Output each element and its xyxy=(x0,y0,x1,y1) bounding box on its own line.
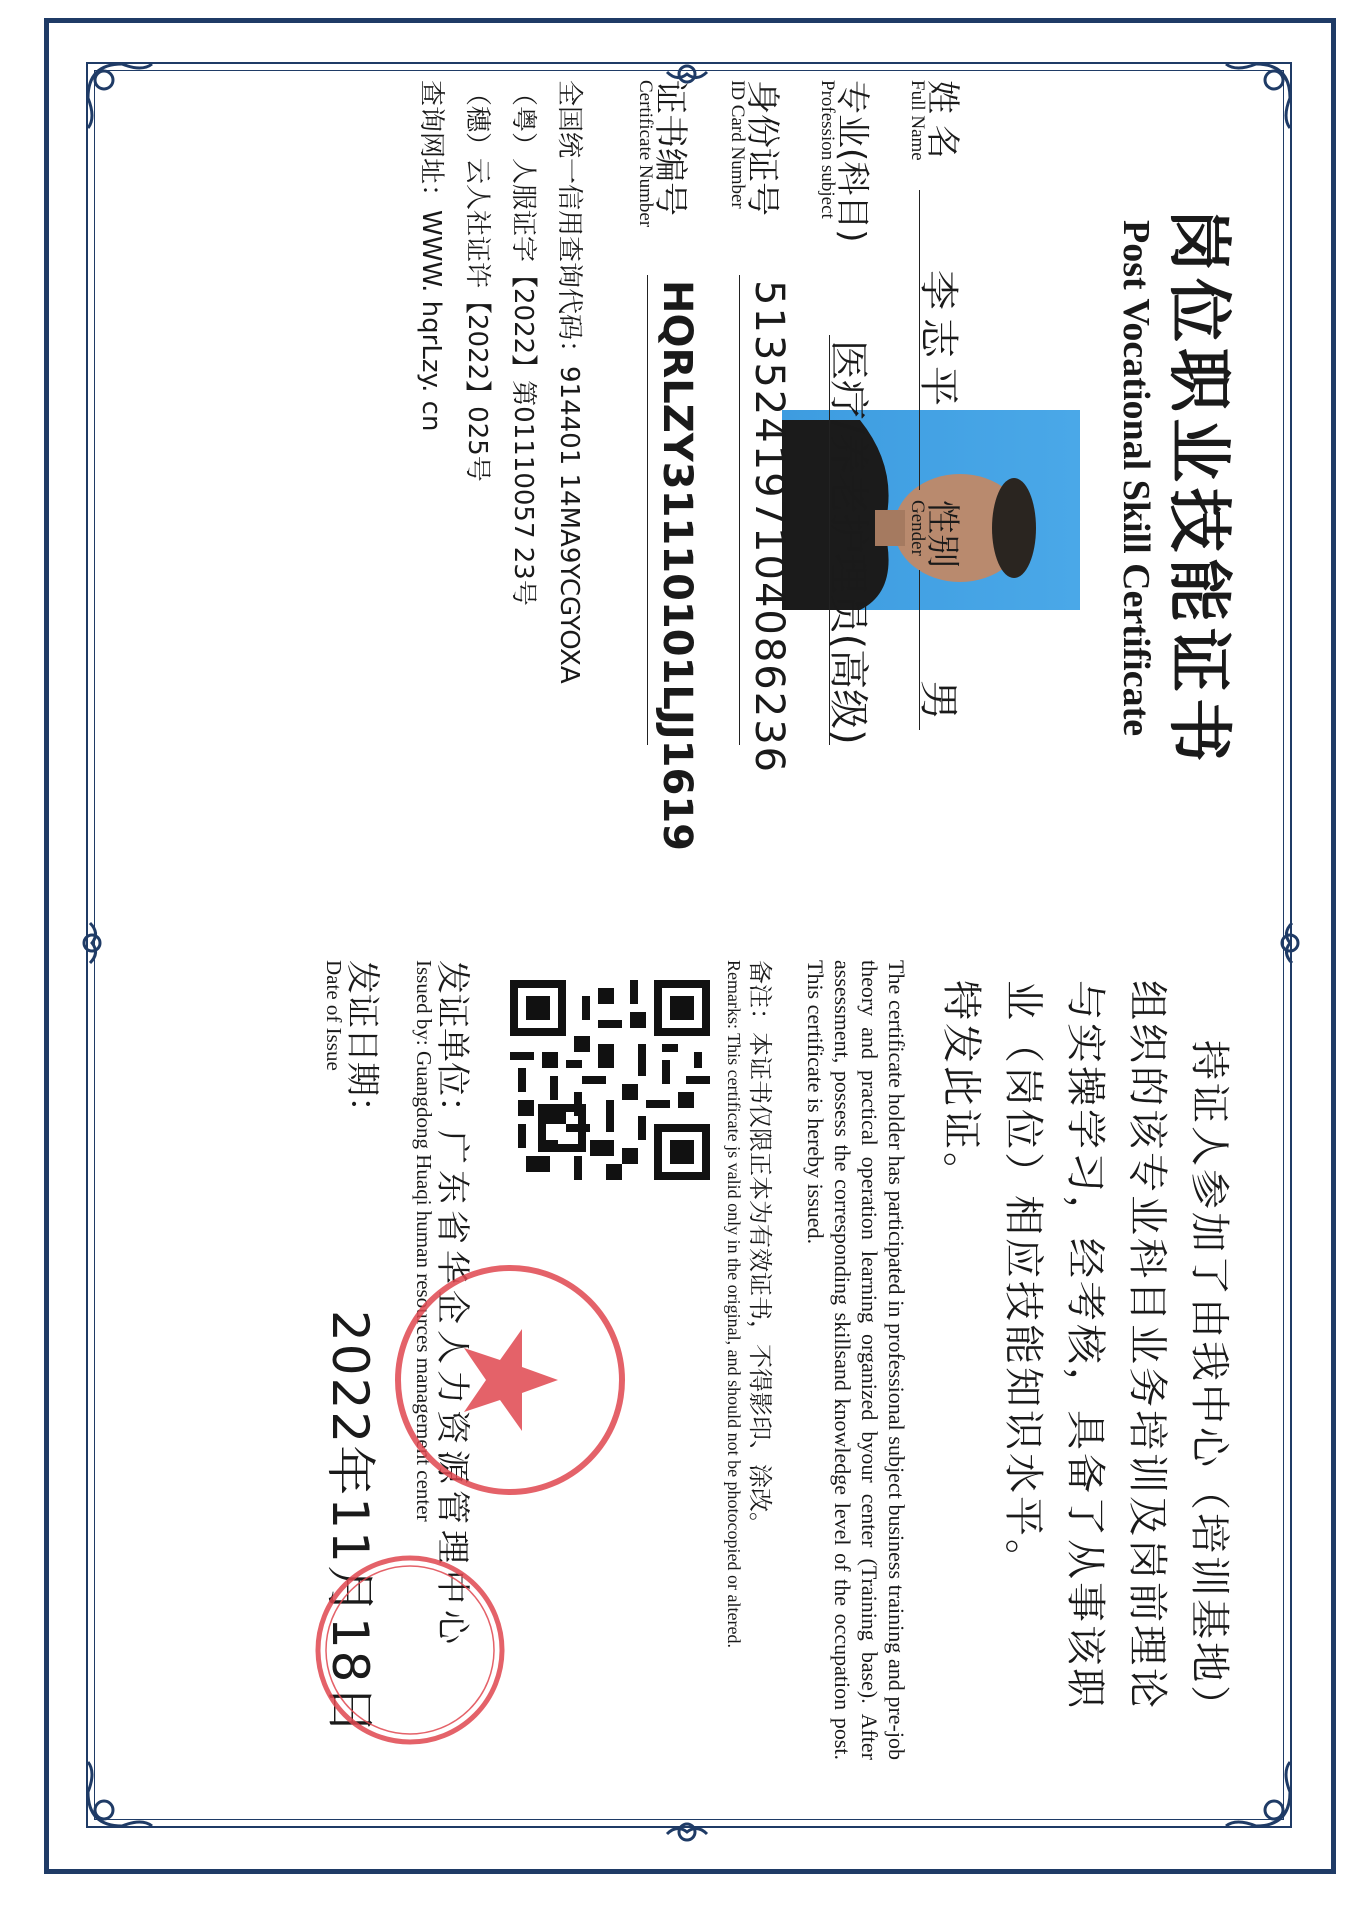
gender-label-en: Gender xyxy=(907,500,928,556)
body-line: 组织的该专业科目业务培训及岗前理论 xyxy=(1124,980,1170,1711)
issuer-value: 广东省华企人力资源管理中心 xyxy=(432,1130,472,1650)
license-line-2: （穗）云人社证许【2022】025号 xyxy=(462,80,492,482)
official-seal-2 xyxy=(310,1550,510,1750)
name-value: 李志平 xyxy=(915,270,961,414)
body-text-cn xyxy=(930,980,1240,1780)
issue-date-value: 2022年11月18日 xyxy=(321,1310,379,1737)
issue-date-label: 发证日期： xyxy=(342,960,382,1130)
cert-number-label: 证书编号 xyxy=(650,80,690,216)
body-line: 与实操学习，经考核，具备了从事该职 xyxy=(1062,980,1108,1711)
remark-en: Remarks: This certificate js valid only in the original, and should not be photocopied or altered. xyxy=(724,960,744,1648)
issuer-label-text: 发证单位： xyxy=(432,960,472,1130)
cert-number-value: HQRLZY31110101LJJ1619 xyxy=(654,280,700,851)
issuer-value-en: Guangdong Huaqi human resources management center xyxy=(412,1051,436,1522)
certificate-title: 岗位职业技能证书 xyxy=(1161,208,1235,768)
body-line: 持证人参加了由我中心（培训基地） xyxy=(1186,1040,1232,1728)
remark-cn: 备注：本证书仅限正本为有效证书，不得影印、涂改。 xyxy=(746,960,774,1536)
issue-date-label-en: Date of Issue xyxy=(322,960,346,1071)
certificate-title-en: Post Vocational Skill Certificate xyxy=(1115,220,1157,737)
body-line: 特发此证。 xyxy=(938,980,984,1195)
website-line: 查询网址：WWW. hqrLzy. cn xyxy=(416,80,446,432)
name-label-en: Full Name xyxy=(907,80,928,161)
gender-underline xyxy=(919,570,920,730)
body-text-en: The certificate holder has participated in professional subject business training and pre-job theory and practical operation learning organized byour center (Training base). After assessment, possess the corresponding skillsand knowledge level of the occupation post. This certificate is hereby issued. xyxy=(803,960,909,1760)
name-underline xyxy=(919,190,920,490)
gender-value: 男 xyxy=(915,680,961,720)
name-label: 姓 名 xyxy=(922,80,962,159)
issuer-label-en: Issued by: xyxy=(412,960,436,1046)
qr-code xyxy=(510,980,710,1180)
gender-label: 性别 xyxy=(922,500,962,568)
id-label-en: ID Card Number xyxy=(727,80,748,209)
id-value: 513524197104086236 xyxy=(746,280,792,775)
profession-label: 专业(科目) xyxy=(832,80,872,243)
profession-underline xyxy=(829,335,830,745)
credit-code-line: 全国统一信用查询代码：914401 14MA9YCGYOXA xyxy=(554,80,584,684)
body-line: 业（岗位）相应技能知识水平。 xyxy=(1000,980,1046,1582)
cert-number-label-en: Certificate Number xyxy=(635,80,656,228)
certificate-body xyxy=(100,80,1270,1820)
profession-label-en: Profession subject xyxy=(817,80,838,219)
id-label: 身份证号 xyxy=(742,80,782,216)
license-line-1: （粤）人服证字【2022】第01110057 23号 xyxy=(508,80,538,606)
official-seal-1 xyxy=(390,1260,630,1500)
id-underline xyxy=(739,275,740,745)
cert-number-underline xyxy=(647,275,648,745)
profession-value: 医疗/养老护理员(高级) xyxy=(825,340,871,745)
